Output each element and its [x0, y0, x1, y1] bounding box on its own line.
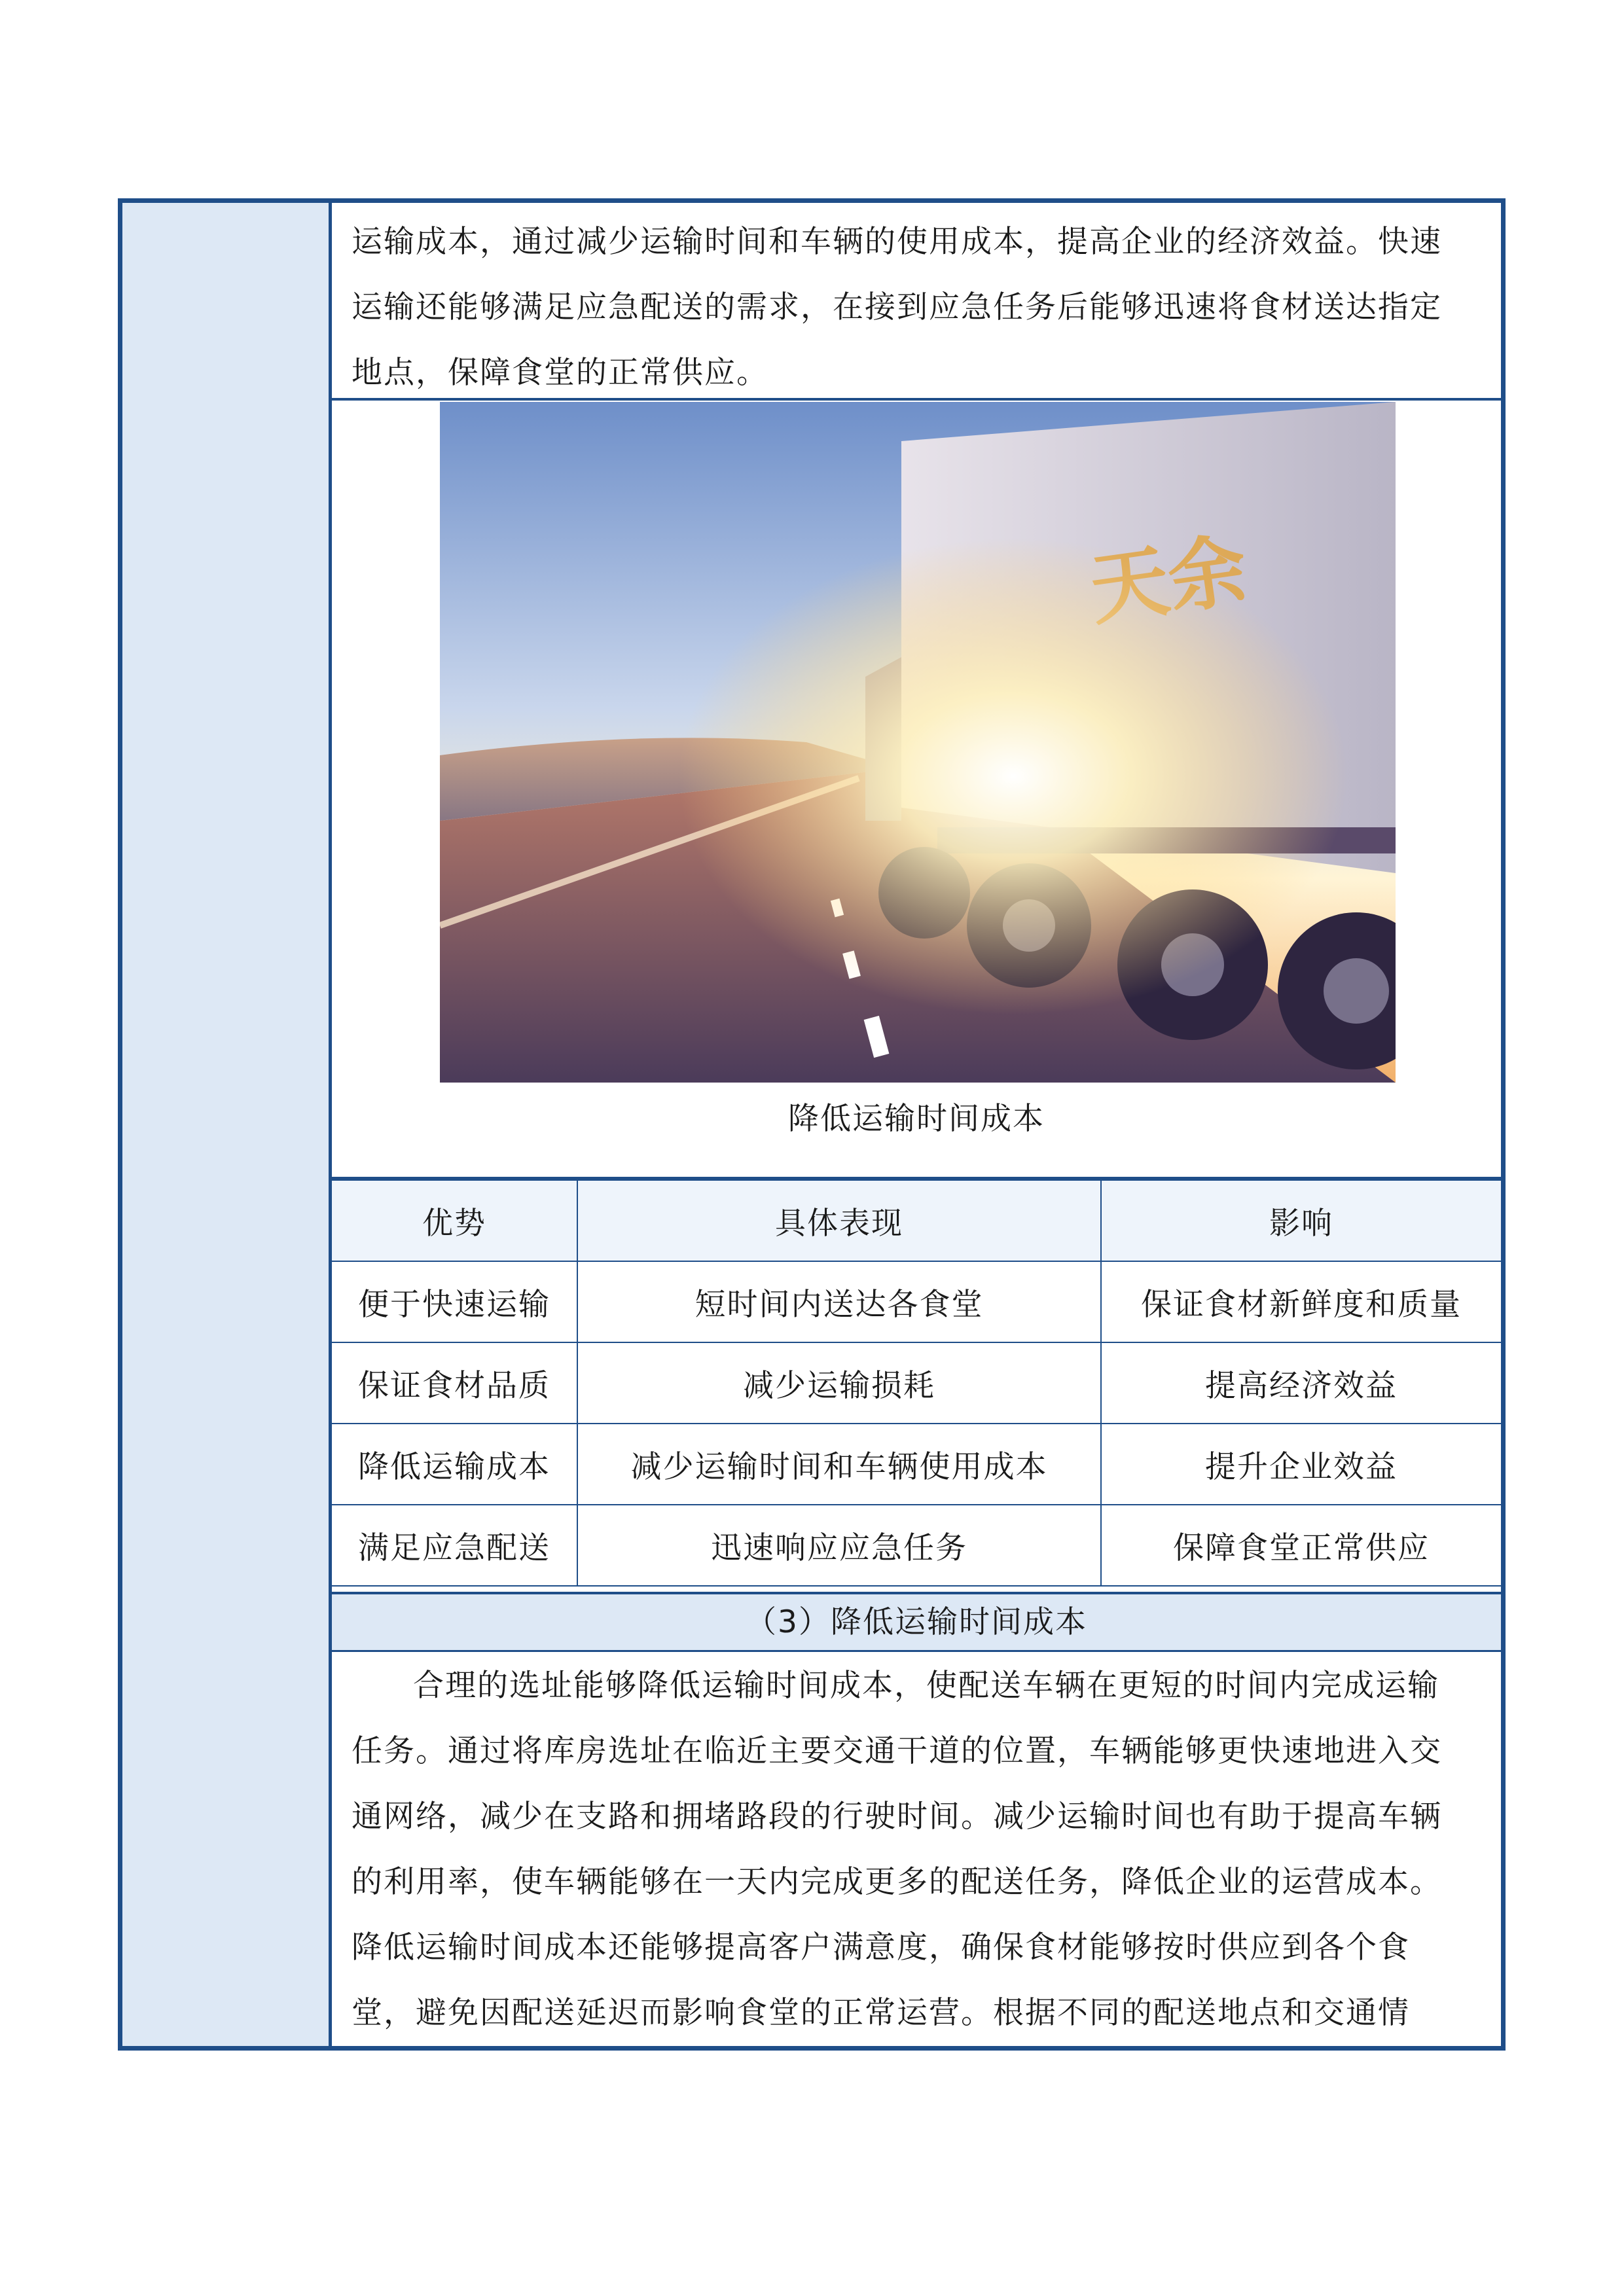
- section-paragraph: [332, 1653, 1501, 2046]
- truck-photo: [440, 402, 1396, 1083]
- table-cell: 满足应急配送: [332, 1505, 577, 1586]
- top-paragraph: [332, 209, 1501, 406]
- table-row: [332, 1424, 1501, 1505]
- table-header-cell: 影响: [1101, 1180, 1501, 1261]
- table-cell: 保证食材新鲜度和质量: [1101, 1261, 1501, 1342]
- table-cell: 提高经济效益: [1101, 1342, 1501, 1424]
- table-row: [332, 1505, 1501, 1586]
- table-cell: 保障食堂正常供应: [1101, 1505, 1501, 1586]
- advantages-table: [332, 1179, 1501, 1587]
- paragraph-line: 的利用率，使车辆能够在一天内完成更多的配送任务，降低企业的运营成本。: [352, 1864, 1442, 1900]
- table-cell: 减少运输损耗: [577, 1342, 1101, 1424]
- paragraph-line: 降低运输时间成本还能够提高客户满意度，确保食材能够按时供应到各个食: [352, 1929, 1410, 1965]
- table-cell: 短时间内送达各食堂: [577, 1261, 1101, 1342]
- paragraph-line: 合理的选址能够降低运输时间成本，使配送车辆在更短的时间内完成运输: [413, 1668, 1439, 1704]
- paragraph-line: 运输成本，通过减少运输时间和车辆的使用成本，提高企业的经济效益。快速: [352, 224, 1442, 260]
- table-row: [332, 1261, 1501, 1342]
- table-header-row: [332, 1180, 1501, 1261]
- top-text-block: [332, 203, 1501, 401]
- table-cell: 降低运输成本: [332, 1424, 577, 1505]
- paragraph-line: 地点，保障食堂的正常供应。: [352, 355, 768, 391]
- table-header-cell: 具体表现: [577, 1180, 1101, 1261]
- table-cell: 提升企业效益: [1101, 1424, 1501, 1505]
- content-frame: [118, 198, 1506, 2051]
- section-heading: （3）降低运输时间成本: [332, 1592, 1501, 1652]
- left-sidebar-column: [122, 203, 332, 2046]
- table-cell: 迅速响应应急任务: [577, 1505, 1101, 1586]
- paragraph-line: 通网络，减少在支路和拥堵路段的行驶时间。减少运输时间也有助于提高车辆: [352, 1799, 1442, 1835]
- table-cell: 便于快速运输: [332, 1261, 577, 1342]
- bottom-text-block: [332, 1652, 1501, 2046]
- paragraph-line: 运输还能够满足应急配送的需求，在接到应急任务后能够迅速将食材送达指定: [352, 289, 1442, 325]
- content-column: [332, 203, 1501, 2046]
- table-row: [332, 1342, 1501, 1424]
- figure-caption: 降低运输时间成本: [788, 1101, 1045, 1137]
- figure-block: [332, 401, 1501, 1179]
- paragraph-line: 堂，避免因配送延迟而影响食堂的正常运营。根据不同的配送地点和交通情: [352, 1995, 1410, 2031]
- table-cell: 减少运输时间和车辆使用成本: [577, 1424, 1101, 1505]
- table-cell: 保证食材品质: [332, 1342, 577, 1424]
- paragraph-line: 任务。通过将库房选址在临近主要交通干道的位置，车辆能够更快速地进入交: [352, 1733, 1442, 1769]
- table-header-cell: 优势: [332, 1180, 577, 1261]
